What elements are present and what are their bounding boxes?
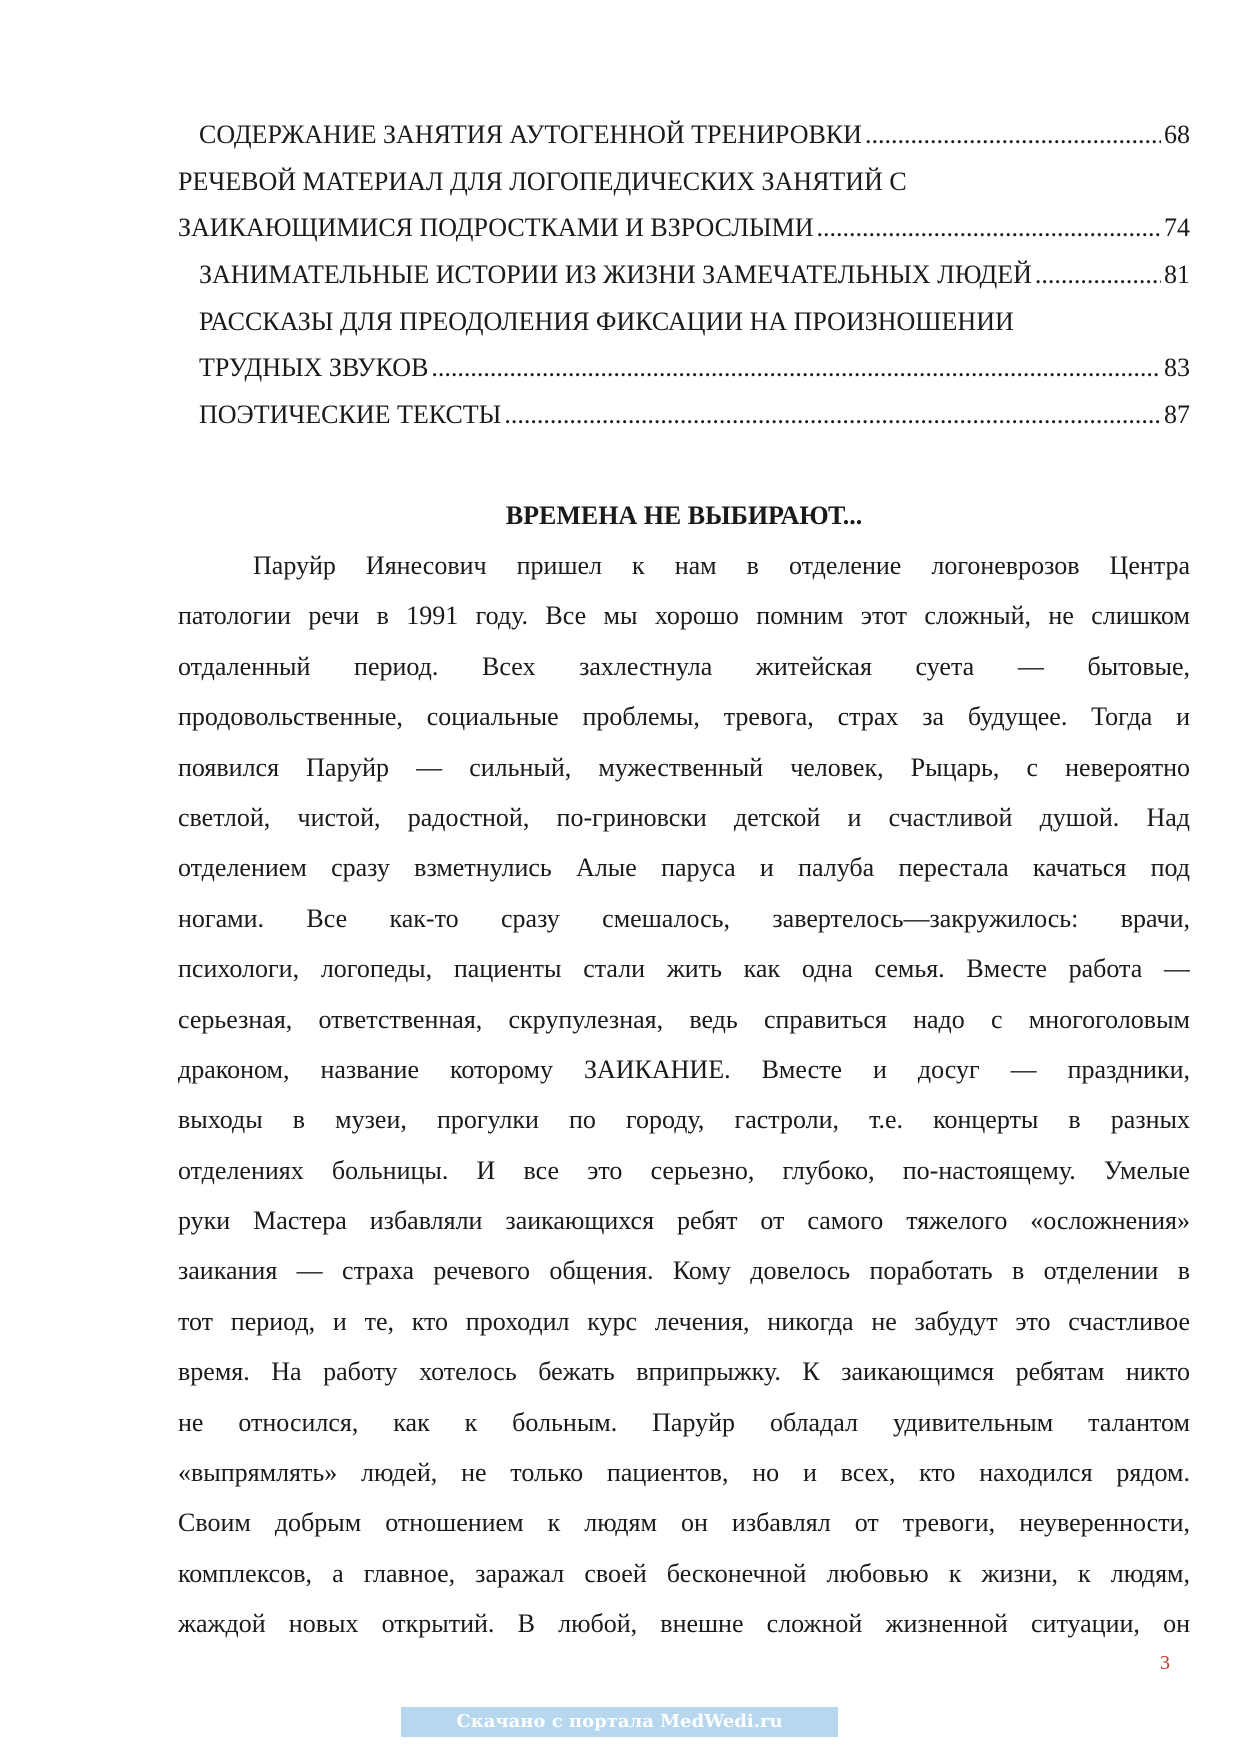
- toc-entry[interactable]: [178, 345, 1190, 392]
- body-line: психологи, логопеды, пациенты стали жить как одна семья. Вместе работа —: [178, 954, 1190, 984]
- toc-entry-title: РАССКАЗЫ ДЛЯ ПРЕОДОЛЕНИЯ ФИКСАЦИИ НА ПРОИЗНОШЕНИИ: [199, 306, 1014, 336]
- body-line: продовольственные, социальные проблемы, тревога, страх за будущее. Тогда и: [178, 702, 1190, 732]
- body-line: Своим добрым отношением к людям он избавлял от тревоги, неуверенности,: [178, 1508, 1190, 1538]
- toc-entry[interactable]: [178, 392, 1190, 439]
- toc-dot-leader: [431, 345, 1161, 392]
- body-line: драконом, название которому ЗАИКАНИЕ. Вместе и досуг — праздники,: [178, 1054, 1190, 1084]
- body-line: серьезная, ответственная, скрупулезная, ведь справиться надо с многоголовым: [178, 1004, 1190, 1034]
- section-title: ВРЕМЕНА НЕ ВЫБИРАЮТ...: [505, 501, 863, 530]
- body-line: светлой, чистой, радостной, по-гриновски детской и счастливой душой. Над: [178, 802, 1190, 832]
- toc-dot-leader: [817, 205, 1161, 252]
- body-line: Паруйр Иянесович пришел к нам в отделение логоневрозов Центра: [253, 551, 1190, 580]
- toc-entry-title: ПОЭТИЧЕСКИЕ ТЕКСТЫ: [199, 400, 502, 430]
- toc-entry[interactable]: [178, 205, 1190, 252]
- toc-entry[interactable]: [178, 252, 1190, 299]
- toc-entry-page: 87: [1164, 400, 1190, 430]
- body-line: тот период, и те, кто проходил курс лечения, никогда не забудут это счастливое: [178, 1306, 1190, 1336]
- body-line: жаждой новых открытий. В любой, внешне сложной жизненной ситуации, он: [178, 1609, 1190, 1639]
- body-line: отдаленный период. Всех захлестнула житейская суета — бытовые,: [178, 651, 1190, 681]
- toc-entry[interactable]: [178, 112, 1190, 159]
- toc-entry[interactable]: [178, 159, 1190, 206]
- toc-entry[interactable]: [178, 299, 1190, 346]
- toc-entry-title: ЗАНИМАТЕЛЬНЫЕ ИСТОРИИ ИЗ ЖИЗНИ ЗАМЕЧАТЕЛЬНЫХ ЛЮДЕЙ: [199, 260, 1032, 290]
- toc-entry-title: РЕЧЕВОЙ МАТЕРИАЛ ДЛЯ ЛОГОПЕДИЧЕСКИХ ЗАНЯТИЙ С: [178, 166, 907, 196]
- body-line: не относился, как к больным. Паруйр обладал удивительным талантом: [178, 1407, 1190, 1437]
- body-line: руки Мастера избавляли заикающихся ребят от самого тяжелого «осложнения»: [178, 1206, 1190, 1236]
- body-line: патологии речи в 1991 году. Все мы хорошо помним этот сложный, не слишком: [178, 601, 1190, 631]
- download-source-banner[interactable]: Скачано с портала MedWedi.ru: [401, 1707, 838, 1737]
- body-line: выходы в музеи, прогулки по городу, гастроли, т.е. концерты в разных: [178, 1105, 1190, 1135]
- body-line: появился Паруйр — сильный, мужественный человек, Рыцарь, с невероятно: [178, 752, 1190, 782]
- table-of-contents: [178, 112, 1190, 439]
- toc-entry-title: ТРУДНЫХ ЗВУКОВ: [199, 353, 429, 383]
- body-paragraph: [178, 541, 1190, 1650]
- toc-entry-page: 68: [1164, 120, 1190, 149]
- body-line: «выпрямлять» людей, не только пациентов, но и всех, кто находился рядом.: [178, 1458, 1190, 1488]
- toc-dot-leader: [865, 112, 1161, 159]
- body-line: отделением сразу взметнулись Алые паруса и палуба перестала качаться под: [178, 853, 1190, 883]
- toc-dot-leader: [1035, 252, 1161, 299]
- toc-entry-title: ЗАИКАЮЩИМИСЯ ПОДРОСТКАМИ И ВЗРОСЛЫМИ: [178, 213, 814, 243]
- toc-entry-page: 83: [1164, 353, 1190, 383]
- toc-entry-page: 74: [1164, 213, 1190, 243]
- body-line: комплексов, а главное, заражал своей бесконечной любовью к жизни, к людям,: [178, 1558, 1190, 1588]
- toc-entry-page: 81: [1164, 260, 1190, 290]
- body-line: время. На работу хотелось бежать вприпрыжку. К заикающимся ребятам никто: [178, 1357, 1190, 1387]
- body-line: заикания — страха речевого общения. Кому довелось поработать в отделении в: [178, 1256, 1190, 1286]
- page-number: 3: [1160, 1652, 1170, 1674]
- toc-dot-leader: [504, 392, 1161, 439]
- body-line: ногами. Все как-то сразу смешалось, завертелось—закружилось: врачи,: [178, 903, 1190, 933]
- body-line: отделениях больницы. И все это серьезно, глубоко, по-настоящему. Умелые: [178, 1155, 1190, 1185]
- toc-entry-title: СОДЕРЖАНИЕ ЗАНЯТИЯ АУТОГЕННОЙ ТРЕНИРОВКИ: [199, 120, 862, 149]
